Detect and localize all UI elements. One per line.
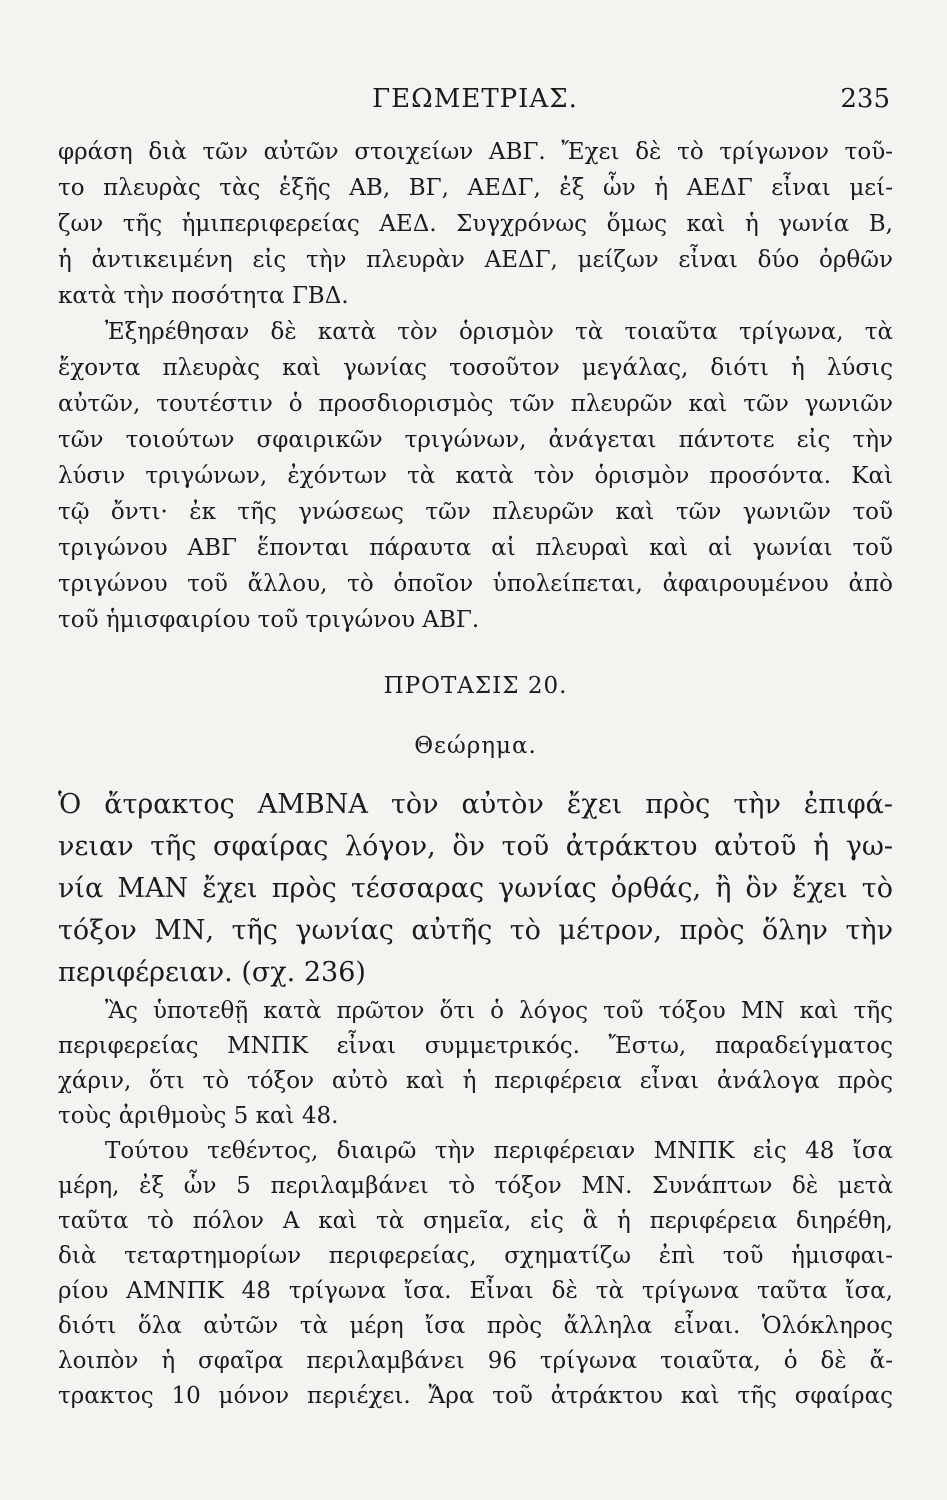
text-line: ἔχοντα πλευρὰς καὶ γωνίας τοσοῦτον μεγάλας, διότι ἡ λύσις bbox=[58, 355, 893, 381]
text-line: φράση διὰ τῶν αὐτῶν στοιχείων ΑΒΓ. Ἔχει δὲ τὸ τρίγωνον τοῦ- bbox=[58, 139, 893, 165]
text-line: τῶν τοιούτων σφαιρικῶν τριγώνων, ἀνάγεται πάντοτε εἰς τὴν bbox=[58, 427, 893, 453]
text-line: λύσιν τριγώνων, ἐχόντων τὰ κατὰ τὸν ὁρισμὸν προσόντα. Καὶ bbox=[58, 463, 893, 489]
text-line: τρακτος 10 μόνον περιέχει. Ἄρα τοῦ ἀτράκτου καὶ τῆς σφαίρας bbox=[58, 1383, 893, 1409]
theorem-label: Θεώρημα. bbox=[414, 733, 537, 759]
text-line: Τούτου τεθέντος, διαιρῶ τὴν περιφέρειαν ΜΝΠΚ εἰς 48 ἴσα bbox=[105, 1138, 893, 1164]
text-line: τοὺς ἀριθμοὺς 5 καὶ 48. bbox=[58, 1103, 339, 1129]
text-line: ζων τῆς ἡμιπεριφερείας ΑΕΔ. Συγχρόνως ὅμως καὶ ἡ γωνία Β, bbox=[58, 211, 893, 237]
proof-paragraph-2 bbox=[58, 1134, 893, 1414]
proposition-title: ΠΡΟΤΑΣΙΣ 20. bbox=[383, 673, 568, 699]
text-line: αὐτῶν, τουτέστιν ὁ προσδιορισμὸς τῶν πλευρῶν καὶ τῶν γωνιῶν bbox=[58, 391, 893, 417]
text-line: τοῦ ἡμισφαιρίου τοῦ τριγώνου ΑΒΓ. bbox=[58, 607, 480, 633]
text-line: λοιπὸν ἡ σφαῖρα περιλαμβάνει 96 τρίγωνα τοιαῦτα, ὁ δὲ ἄ- bbox=[58, 1348, 893, 1374]
running-title: ΓΕΩΜΕΤΡΙΑΣ. bbox=[372, 84, 578, 114]
proof-paragraph-1 bbox=[58, 994, 893, 1134]
text-line: διὰ τεταρτημορίων περιφερείας, σχηματίζω ἐπὶ τοῦ ἡμισφαι- bbox=[58, 1243, 893, 1269]
paragraph-continuation bbox=[58, 134, 893, 314]
text-line: ταῦτα τὸ πόλον Α καὶ τὰ σημεῖα, εἰς ἃ ἡ περιφέρεια διηρέθη, bbox=[58, 1208, 893, 1234]
text-line: περιφερείας ΜΝΠΚ εἶναι συμμετρικός. Ἔστω, παραδείγματος bbox=[58, 1033, 893, 1059]
text-line: Ὁ ἄτρακτος ΑΜΒΝΑ τὸν αὐτὸν ἔχει πρὸς τὴν ἐπιφά- bbox=[58, 789, 893, 820]
text-line: Ἂς ὑποτεθῇ κατὰ πρῶτον ὅτι ὁ λόγος τοῦ τόξου ΜΝ καὶ τῆς bbox=[105, 998, 893, 1024]
text-line: ρίου ΑΜΝΠΚ 48 τρίγωνα ἴσα. Εἶναι δὲ τὰ τρίγωνα ταῦτα ἴσα, bbox=[58, 1278, 893, 1304]
text-line: νειαν τῆς σφαίρας λόγον, ὃν τοῦ ἀτράκτου αὐτοῦ ἡ γω- bbox=[58, 831, 893, 862]
paragraph-exclusion bbox=[58, 314, 893, 638]
text-line: ἡ ἀντικειμένη εἰς τὴν πλευρὰν ΑΕΔΓ, μείζων εἶναι δύο ὀρθῶν bbox=[58, 247, 893, 273]
text-line: τριγώνου τοῦ ἄλλου, τὸ ὁποῖον ὑπολείπεται, ἀφαιρουμένου ἀπὸ bbox=[58, 571, 893, 597]
text-line: χάριν, ὅτι τὸ τόξον αὐτὸ καὶ ἡ περιφέρεια εἶναι ἀνάλογα πρὸς bbox=[58, 1068, 893, 1094]
text-line: περιφέρειαν. (σχ. 236) bbox=[58, 957, 366, 988]
text-line: διότι ὅλα αὐτῶν τὰ μέρη ἴσα πρὸς ἄλληλα εἶναι. Ὁλόκληρος bbox=[58, 1313, 893, 1339]
text-line: τῷ ὄντι· ἐκ τῆς γνώσεως τῶν πλευρῶν καὶ τῶν γωνιῶν τοῦ bbox=[58, 499, 893, 525]
text-line: τόξον ΜΝ, τῆς γωνίας αὐτῆς τὸ μέτρον, πρὸς ὅλην τὴν bbox=[58, 915, 893, 946]
text-line: μέρη, ἐξ ὧν 5 περιλαμβάνει τὸ τόξον ΜΝ. Συνάπτων δὲ μετὰ bbox=[58, 1173, 893, 1199]
page-header bbox=[60, 80, 890, 120]
text-line: νία ΜΑΝ ἔχει πρὸς τέσσαρας γωνίας ὀρθάς, ἢ ὃν ἔχει τὸ bbox=[58, 873, 893, 904]
text-line: Ἐξηρέθησαν δὲ κατὰ τὸν ὁρισμὸν τὰ τοιαῦτα τρίγωνα, τὰ bbox=[105, 319, 893, 345]
text-line: κατὰ τὴν ποσότητα ΓΒΔ. bbox=[58, 283, 349, 309]
text-line: το πλευρὰς τὰς ἑξῆς ΑΒ, ΒΓ, ΑΕΔΓ, ἐξ ὧν ἡ ΑΕΔΓ εἶναι μεί- bbox=[58, 175, 893, 201]
page-number: 235 bbox=[840, 84, 890, 114]
theorem-statement bbox=[58, 784, 893, 994]
text-line: τριγώνου ΑΒΓ ἕπονται πάραυτα αἱ πλευραὶ καὶ αἱ γωνίαι τοῦ bbox=[58, 535, 893, 561]
page-body bbox=[58, 134, 893, 1414]
